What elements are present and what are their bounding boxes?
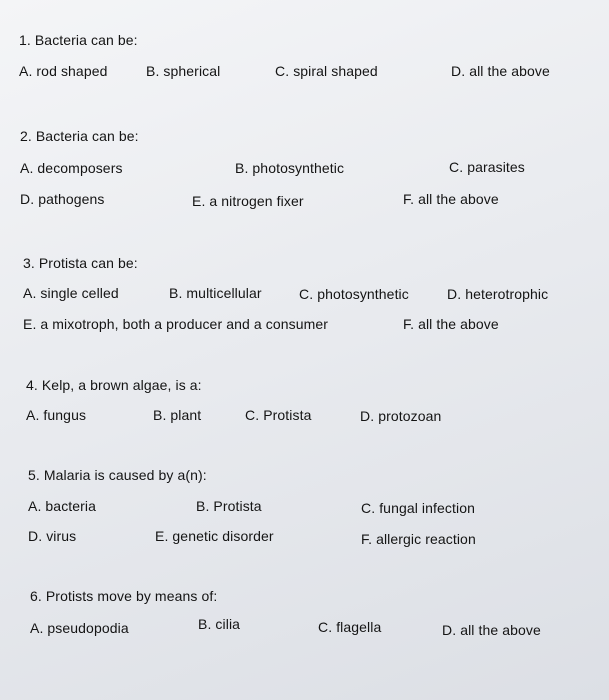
question-4-option-c: C. Protista <box>245 407 312 423</box>
question-4-option-a: A. fungus <box>26 407 87 423</box>
question-2-option-b: B. photosynthetic <box>235 160 345 176</box>
question-2-option-f: F. all the above <box>403 191 499 207</box>
question-6-option-d: D. all the above <box>442 622 541 638</box>
question-5-prompt: 5. Malaria is caused by a(n): <box>28 467 207 483</box>
question-3-prompt: 3. Protista can be: <box>23 255 138 271</box>
question-5-option-a: A. bacteria <box>28 498 97 514</box>
question-2-prompt: 2. Bacteria can be: <box>20 128 139 144</box>
question-1-option-a: A. rod shaped <box>19 63 108 79</box>
question-1-prompt: 1. Bacteria can be: <box>19 32 138 48</box>
question-3-option-b: B. multicellular <box>169 285 262 301</box>
question-5-option-d: D. virus <box>28 528 77 544</box>
question-3-option-e: E. a mixotroph, both a producer and a consumer <box>23 316 328 332</box>
question-3-option-c: C. photosynthetic <box>299 286 409 302</box>
question-5-option-f: F. allergic reaction <box>361 531 476 547</box>
question-6-option-b: B. cilia <box>198 616 241 632</box>
question-1-option-d: D. all the above <box>451 63 550 79</box>
question-2-option-e: E. a nitrogen fixer <box>192 193 304 209</box>
question-3-option-d: D. heterotrophic <box>447 286 549 302</box>
question-2-option-d: D. pathogens <box>20 191 105 207</box>
question-4-option-b: B. plant <box>153 407 202 423</box>
question-3-option-f: F. all the above <box>403 316 499 332</box>
question-5-option-c: C. fungal infection <box>361 500 475 516</box>
question-6-option-c: C. flagella <box>318 619 382 635</box>
question-6-option-a: A. pseudopodia <box>30 620 129 636</box>
question-6-prompt: 6. Protists move by means of: <box>30 588 218 604</box>
question-5-option-b: B. Protista <box>196 498 262 514</box>
question-5-option-e: E. genetic disorder <box>155 528 274 544</box>
question-4-prompt: 4. Kelp, a brown algae, is a: <box>26 377 202 393</box>
question-3-option-a: A. single celled <box>23 285 119 301</box>
question-4-option-d: D. protozoan <box>360 408 442 424</box>
question-1-option-b: B. spherical <box>146 63 221 79</box>
question-2-option-c: C. parasites <box>449 159 525 175</box>
question-2-option-a: A. decomposers <box>20 160 123 176</box>
question-1-option-c: C. spiral shaped <box>275 63 378 79</box>
